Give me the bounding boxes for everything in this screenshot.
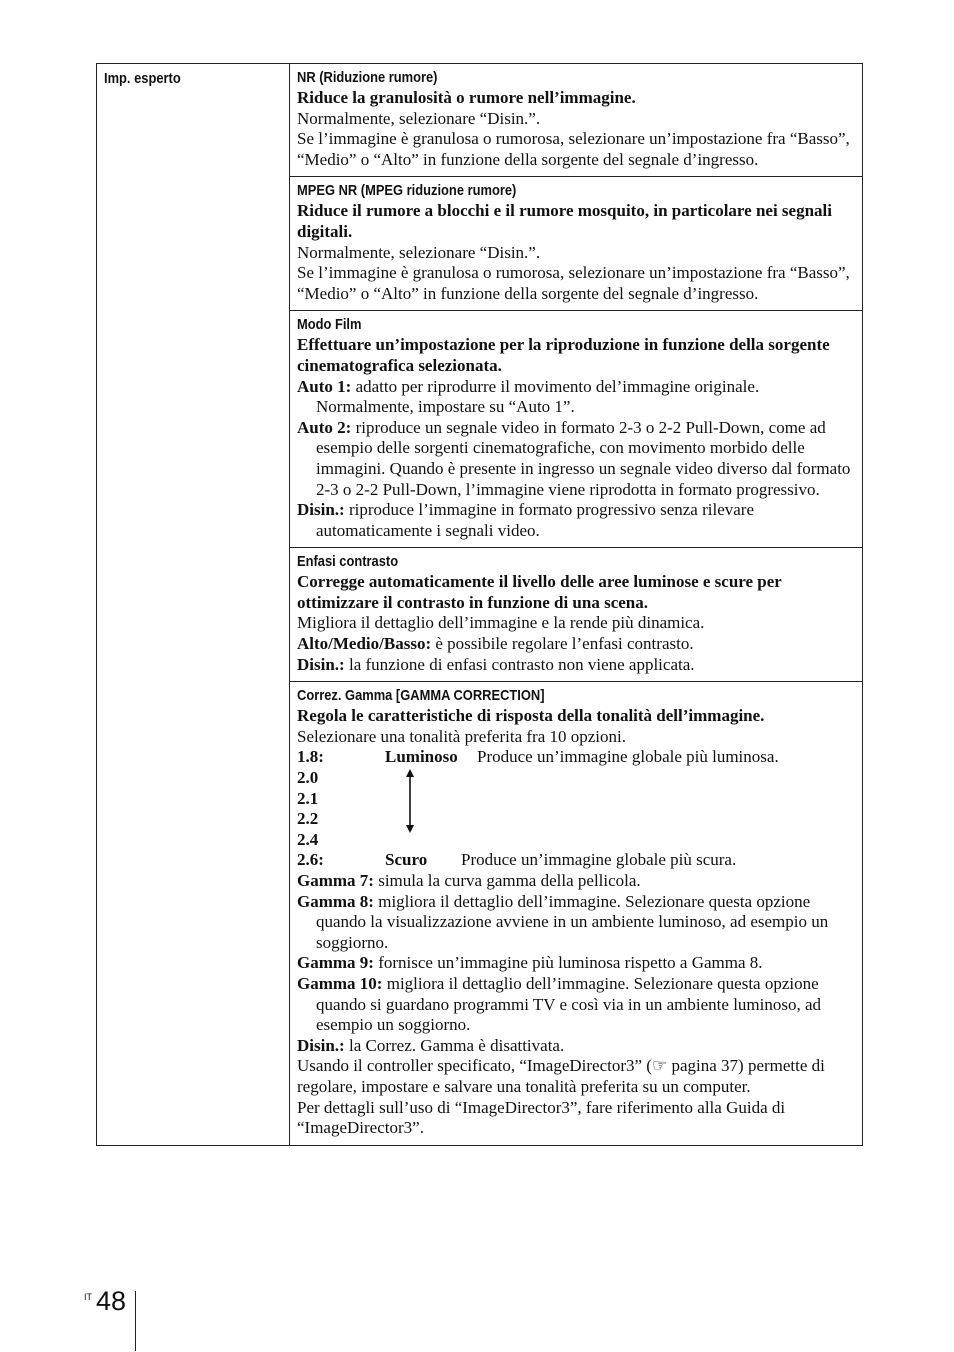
section-mpeg-nr (290, 177, 862, 311)
option-term: Disin.: (297, 654, 345, 674)
gamma-value: 2.6: (297, 850, 324, 870)
section-lead: Riduce la granulosità o rumore nell’immagine. (297, 88, 636, 107)
gamma-row (297, 850, 855, 871)
option-desc: la Correz. Gamma è disattivata. (344, 1035, 565, 1055)
gamma-dark-label: Scuro (385, 850, 428, 870)
section-nr (290, 64, 862, 177)
gamma-row (297, 747, 855, 768)
section-text: Per dettagli sull’uso di “ImageDirector3”, fare riferimento alla Guida di “ImageDirector3”. (297, 1097, 786, 1138)
section-lead: Effettuare un’impostazione per la riproduzione in funzione della sorgente cinematografica selezionata. (297, 335, 830, 375)
section-text: Normalmente, selezionare “Disin.”. (297, 108, 541, 128)
option-term: Auto 1: (297, 376, 352, 396)
section-contrast (290, 548, 862, 682)
menu-category-label: Imp. esperto (104, 70, 181, 87)
option-term: Disin.: (297, 500, 345, 520)
page-number: 48 (96, 1286, 127, 1316)
language-label: IT (84, 1292, 92, 1302)
section-heading: MPEG NR (MPEG riduzione rumore) (297, 182, 517, 200)
option-gamma8 (297, 892, 855, 954)
option-levels (297, 634, 855, 655)
gamma-row (297, 768, 855, 789)
gamma-value: 2.4 (297, 829, 319, 849)
option-off (297, 1036, 855, 1057)
section-heading: NR (Riduzione rumore) (297, 69, 438, 86)
section-film-mode (290, 311, 862, 548)
text-part: Usando il controller specificato, “ImageDirector3” ( (297, 1056, 652, 1076)
option-desc: è possibile regolare l’enfasi contrasto. (431, 634, 694, 654)
right-column (290, 64, 862, 1145)
footer-divider (135, 1291, 136, 1351)
gamma-row (297, 830, 855, 851)
option-gamma7 (297, 871, 855, 892)
option-desc: adatto per riprodurre il movimento del’immagine originale. Normalmente, impostare su “Auto 1”. (316, 376, 760, 417)
gamma-value: 1.8: (297, 747, 324, 767)
section-text: Migliora il dettaglio dell’immagine e la rende più dinamica. (297, 613, 705, 633)
gamma-row (297, 789, 855, 810)
gamma-row (297, 809, 855, 830)
option-desc: riproduce un segnale video in formato 2-3 o 2-2 Pull-Down, come ad esempio delle sorgenti cinematografiche, con movimento morbido delle immagini. Quando è presente in ingresso un segnale video diverso dal formato 2-3 o 2-2 Pull-Down, l’immagine viene riprodotta in formato progressivo. (316, 417, 851, 499)
option-desc: simula la curva gamma della pellicola. (373, 871, 641, 890)
option-gamma10 (297, 974, 855, 1036)
section-gamma (290, 682, 862, 1144)
text-part: pagina 37) permette di regolare, impostare e salvare una tonalità preferita su un computer. (297, 1056, 825, 1096)
section-heading: Correz. Gamma [GAMMA CORRECTION] (297, 687, 545, 705)
option-term: Alto/Medio/Basso: (297, 634, 432, 654)
option-desc: fornisce un’immagine più luminosa rispetto a Gamma 8. (373, 953, 763, 973)
gamma-value: 2.2 (297, 809, 319, 829)
option-term: Gamma 9: (297, 953, 374, 973)
option-term: Auto 2: (297, 417, 352, 437)
option-term: Gamma 7: (297, 871, 374, 890)
section-lead: Riduce il rumore a blocchi e il rumore mosquito, in particolare nei segnali digitali. (297, 201, 832, 241)
option-term: Gamma 8: (297, 891, 374, 911)
left-column (97, 64, 290, 1145)
gamma-dark-desc: Produce un’immagine globale più scura. (461, 850, 737, 870)
table-row (97, 64, 862, 1145)
settings-table (96, 63, 863, 1146)
gamma-value: 2.0 (297, 768, 319, 788)
section-text: Selezionare una tonalità preferita fra 10 opzioni. (297, 726, 626, 746)
gamma-scale (297, 747, 855, 871)
option-off (297, 655, 855, 676)
option-off (297, 500, 855, 541)
option-auto1 (297, 377, 855, 418)
option-term: Disin.: (297, 1035, 345, 1055)
option-desc: migliora il dettaglio dell’immagine. Selezionare questa opzione quando si guardano programmi TV e così via in un ambiente luminoso, ad esempio un soggiorno. (316, 973, 822, 1035)
option-gamma9 (297, 953, 855, 974)
option-desc: riproduce l’immagine in formato progressivo senza rilevare automaticamente i segnali video. (316, 500, 754, 540)
double-arrow-icon (403, 769, 417, 833)
section-text: Se l’immagine è granulosa o rumorosa, selezionare un’impostazione fra “Basso”, “Medio” o “Alto” in funzione della sorgente del segnale d’ingresso. (297, 129, 850, 169)
page-reference-icon: ☞ (651, 1056, 668, 1076)
imagedirector-paragraph (297, 1056, 855, 1097)
section-text: Se l’immagine è granulosa o rumorosa, selezionare un’impostazione fra “Basso”, “Medio” o “Alto” in funzione della sorgente del segnale d’ingresso. (297, 263, 850, 303)
section-heading: Modo Film (297, 316, 362, 334)
section-lead: Corregge automaticamente il livello delle aree luminose e scure per ottimizzare il contrasto in funzione di una scena. (297, 572, 782, 612)
option-term: Gamma 10: (297, 973, 383, 993)
option-auto2 (297, 418, 855, 500)
section-heading: Enfasi contrasto (297, 553, 399, 571)
section-text: Normalmente, selezionare “Disin.”. (297, 242, 541, 262)
gamma-value: 2.1 (297, 788, 319, 808)
gamma-bright-label: Luminoso (385, 747, 458, 767)
option-desc: migliora il dettaglio dell’immagine. Selezionare questa opzione quando la visualizzazione avviene in un ambiente luminoso, ad esempio un soggiorno. (316, 891, 829, 952)
option-desc: la funzione di enfasi contrasto non viene applicata. (344, 654, 695, 674)
section-lead: Regola le caratteristiche di risposta della tonalità dell’immagine. (297, 706, 765, 726)
gamma-bright-desc: Produce un’immagine globale più luminosa. (477, 747, 779, 767)
